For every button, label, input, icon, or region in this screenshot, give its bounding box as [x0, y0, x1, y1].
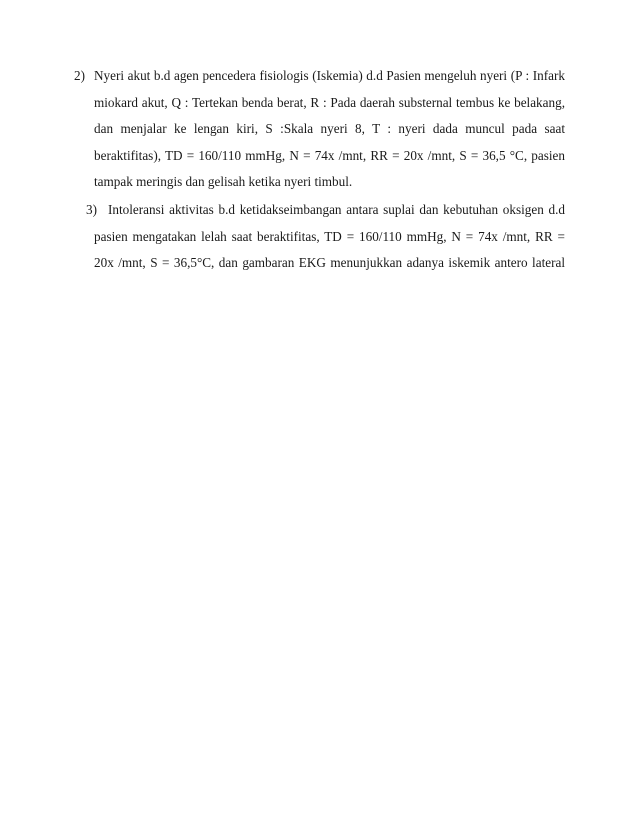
- list-number: 2): [74, 68, 85, 83]
- list-item-text: Nyeri akut b.d agen pencedera fisiologis (Iskemia) d.d Pasien mengeluh nyeri (P : Infark miokard akut, Q : Tertekan benda berat, R : Pada daerah substernal tembus ke belakang, dan menjalar ke lengan kiri, S :Skala nyeri 8, T : nyeri dada muncul pada saat beraktifitas), TD = 160/110 mmHg, N = 74x /mnt, RR = 20x /mnt, S = 36,5 °C, pasien tampak meringis dan gelisah ketika nyeri timbul.: [94, 68, 565, 189]
- list-item-intoleransi-aktivitas: [86, 197, 565, 277]
- list-item-nyeri-akut: [74, 63, 565, 196]
- list-item-text: Intoleransi aktivitas b.d ketidakseimbangan antara suplai dan kebutuhan oksigen d.d pasien mengatakan lelah saat beraktifitas, TD = 160/110 mmHg, N = 74x /mnt, RR = 20x /mnt, S = 36,5°C, dan gambaran EKG menunjukkan adanya iskemik antero lateral: [94, 202, 565, 270]
- list-number: 3): [86, 202, 97, 217]
